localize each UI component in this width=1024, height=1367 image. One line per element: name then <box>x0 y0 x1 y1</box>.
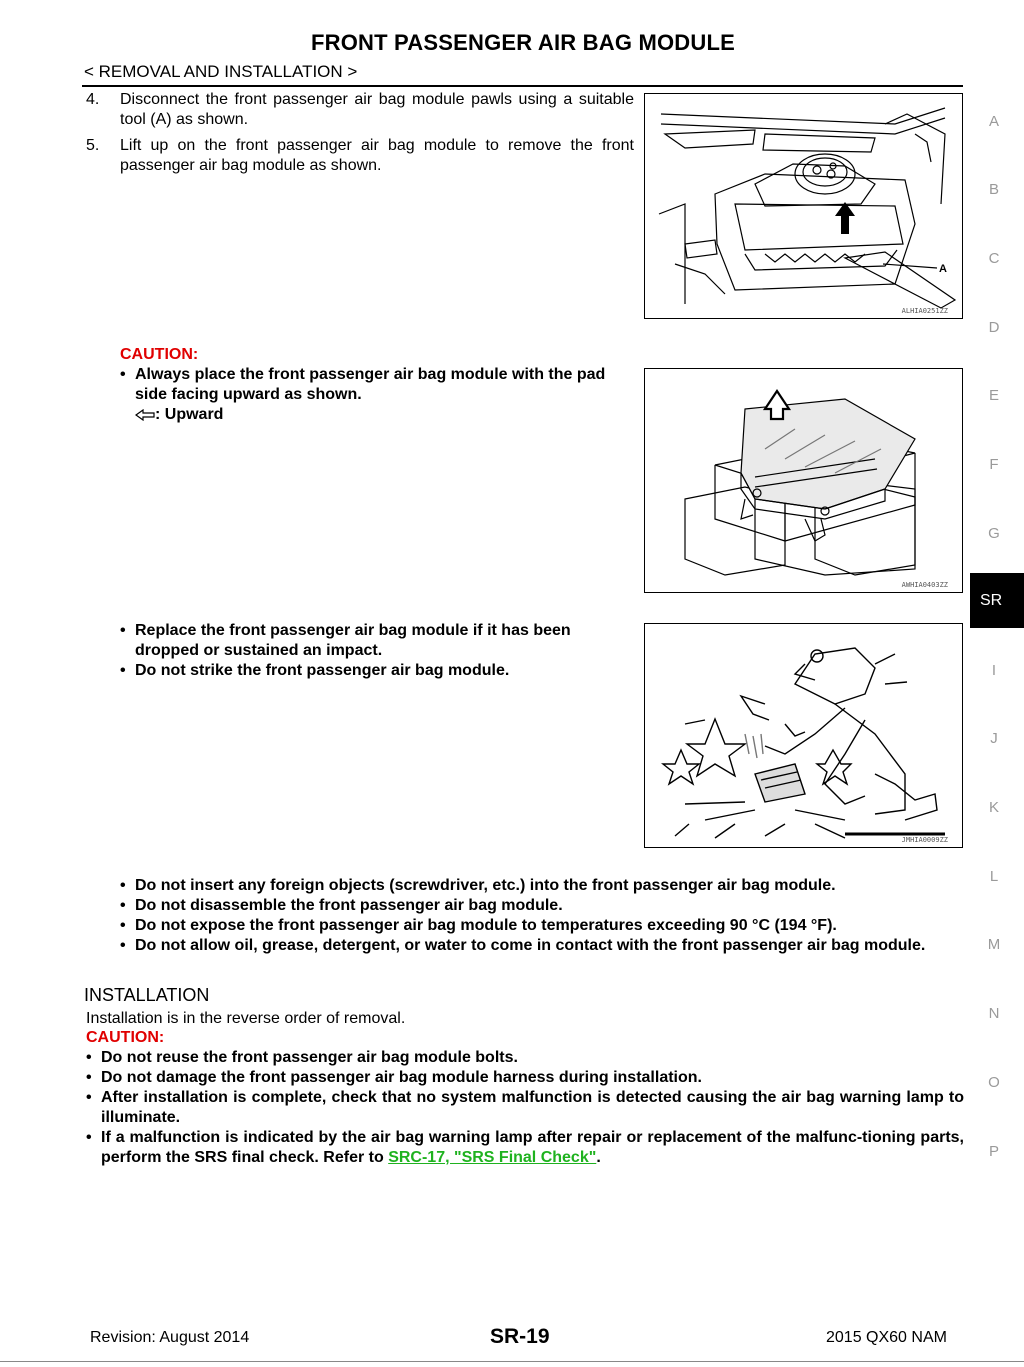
footer-revision: Revision: August 2014 <box>90 1329 250 1346</box>
footer-model: 2015 QX60 NAM <box>826 1329 947 1346</box>
installation-heading: INSTALLATION <box>84 985 210 1005</box>
tab-i[interactable]: I <box>991 662 997 679</box>
caution-item: • Do not damage the front passenger air bag module harness during installation. <box>86 1068 964 1088</box>
caution-item-text: If a malfunction is indicated by the air bag warning lamp after repair or replacement of the malfunc-tioning parts, perform the SRS final check. Refer to <box>101 1129 964 1166</box>
caution-item <box>86 1128 964 1168</box>
caution-list-handling <box>120 876 965 956</box>
caution-item: • Always place the front passenger air bag module with the pad side facing upward as shown. <box>120 365 636 405</box>
header-rule <box>82 85 963 87</box>
installation-intro: Installation is in the reverse order of removal. <box>86 1010 406 1027</box>
src-17-link[interactable]: SRC-17, "SRS Final Check" <box>388 1149 597 1166</box>
figure-code: JMHIA0009ZZ <box>901 836 948 844</box>
step-5 <box>86 136 636 180</box>
tab-p[interactable]: P <box>988 1143 999 1160</box>
upward-label: : Upward <box>155 406 224 423</box>
tab-g[interactable]: G <box>988 525 1000 542</box>
tab-b[interactable]: B <box>988 181 999 198</box>
removal-steps <box>86 90 636 180</box>
footer-page-number: SR-19 <box>490 1325 550 1348</box>
module-removal-illustration <box>645 94 964 320</box>
figure-dropped-module <box>644 623 963 848</box>
figure-code: ALHIA0251ZZ <box>901 307 948 315</box>
figure-module-removal <box>644 93 963 319</box>
caution-item-end: . <box>596 1149 601 1166</box>
footer-rule <box>0 1361 1024 1362</box>
step-text: Lift up on the front passenger air bag module to remove the front passenger air bag module as shown. <box>120 137 634 174</box>
module-placement-illustration <box>645 369 964 594</box>
dropped-module-illustration <box>645 624 964 849</box>
caution-item: • Do not allow oil, grease, detergent, or water to come in contact with the front passenger air bag module. <box>120 936 965 956</box>
step-4 <box>86 90 636 134</box>
installation-caution-list <box>86 1048 964 1168</box>
tab-c[interactable]: C <box>988 250 1000 267</box>
tab-sr-label: SR <box>980 592 1003 609</box>
figure-module-placement <box>644 368 963 593</box>
caution-item: • After installation is complete, check that no system malfunction is detected causing the air bag warning lamp to illuminate. <box>86 1088 964 1128</box>
page-title: FRONT PASSENGER AIR BAG MODULE <box>310 30 735 55</box>
upward-legend <box>120 405 636 425</box>
tab-k[interactable]: K <box>988 799 999 816</box>
step-number: 4. <box>86 91 100 108</box>
tab-e[interactable]: E <box>988 387 999 404</box>
caution-item: • Replace the front passenger air bag module if it has been dropped or sustained an impact. <box>120 621 636 661</box>
caution-label: CAUTION: <box>120 346 199 363</box>
caution-item: • Do not strike the front passenger air bag module. <box>120 661 636 681</box>
step-number: 5. <box>86 137 100 154</box>
figure-callout-a: A <box>939 263 947 275</box>
tab-n[interactable]: N <box>988 1005 1000 1022</box>
caution-item: • Do not expose the front passenger air bag module to temperatures exceeding 90 °C (194 °F). <box>120 916 965 936</box>
figure-code: AWHIA0403ZZ <box>901 581 948 589</box>
tab-l[interactable]: L <box>989 868 999 885</box>
caution-item: • Do not reuse the front passenger air bag module bolts. <box>86 1048 964 1068</box>
tab-o[interactable]: O <box>988 1074 1000 1091</box>
caution-list-impact <box>120 621 636 681</box>
caution-item: • Do not insert any foreign objects (screwdriver, etc.) into the front passenger air bag module. <box>120 876 965 896</box>
tab-d[interactable]: D <box>988 319 1000 336</box>
tab-sr-active[interactable] <box>970 573 1024 628</box>
caution-list-placement <box>120 365 636 425</box>
step-text: Disconnect the front passenger air bag module pawls using a suitable tool (A) as shown. <box>120 91 634 128</box>
caution-item: • Do not disassemble the front passenger air bag module. <box>120 896 965 916</box>
upward-arrow-icon <box>135 406 155 423</box>
tab-m[interactable]: M <box>987 936 1001 953</box>
section-heading: < REMOVAL AND INSTALLATION > <box>84 62 358 81</box>
tab-a[interactable]: A <box>988 113 999 130</box>
installation-caution-label: CAUTION: <box>86 1029 165 1046</box>
tab-j[interactable]: J <box>990 730 998 747</box>
tab-f[interactable]: F <box>989 456 999 473</box>
